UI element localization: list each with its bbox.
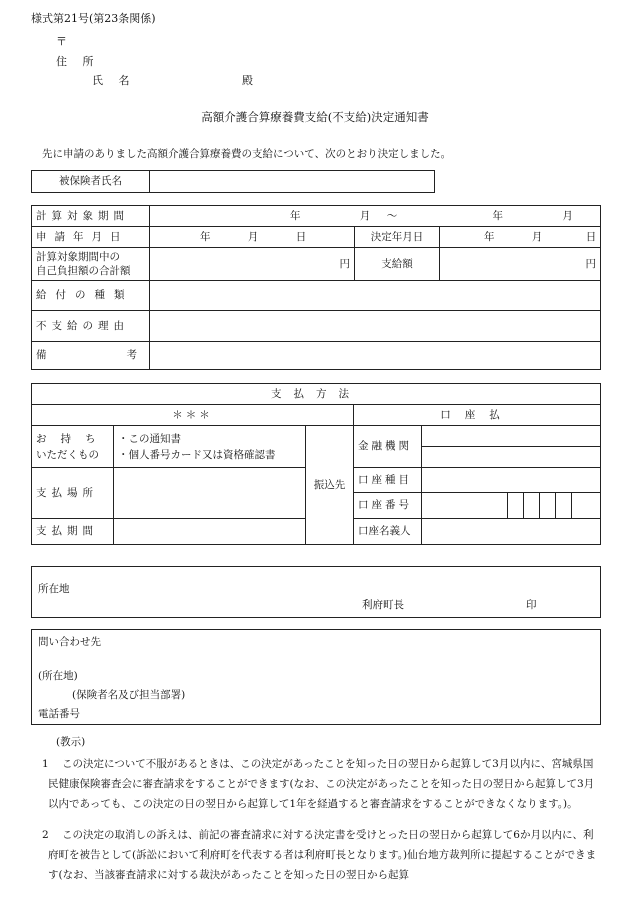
bank-label: 金融機関 [358, 440, 412, 453]
account-type-label-cell [354, 468, 422, 493]
account-number-label-cell [354, 493, 422, 519]
contact-department: (保険者名及び担当部署) [72, 689, 186, 701]
period-label: 計算対象期間 [36, 209, 129, 222]
nonpayment-reason-value [150, 311, 601, 342]
note-text-1: この決定について不服があるときは、この決定があったことを知った日の翌日から起算して3月以内に、宮城県国民健康保険審査会に審査請求をすることができます(なお、この決定があったことを知った日の翌日から起算して3月以内であっても、この決定の日の翌日から起算して1年を経過すると審査請求をすることができなくなります。)。 [48, 758, 595, 810]
copay-label [32, 248, 150, 281]
bring-item: ・個人番号カード又は資格確認書 [118, 448, 276, 461]
bring-label-line1: お持ち [36, 432, 110, 445]
dec-day: 日 [585, 230, 597, 243]
dec-year: 年 [484, 230, 495, 243]
contact-title: 問い合わせ先 [38, 636, 101, 648]
issuer-location-label: 所在地 [38, 583, 70, 595]
place-label-cell [32, 468, 114, 519]
bring-item: ・この通知書 [118, 432, 181, 445]
remarks-label-cell [32, 342, 217, 370]
benefit-type-label: 給付の種類 [36, 289, 134, 302]
payment-title [32, 384, 601, 405]
application-date-value [150, 227, 355, 248]
benefit-type-label-cell [32, 281, 150, 311]
bring-label-line2: いただくもの [36, 448, 99, 461]
bring-items [114, 426, 306, 468]
decision-date-value [440, 227, 601, 248]
form-number: 様式第21号(第23条関係) [31, 12, 156, 25]
payment-table [31, 383, 601, 545]
app-month: 月 [247, 230, 259, 243]
application-date-label: 申請年月日 [36, 230, 129, 243]
place-value [114, 468, 306, 519]
insured-table [31, 170, 435, 193]
benefit-type-value [150, 281, 601, 311]
application-date-label-cell [32, 227, 150, 248]
right-header [354, 405, 601, 426]
period-year-1: 年 [290, 209, 301, 222]
bank-value-2 [422, 447, 601, 468]
account-number-box [422, 493, 508, 519]
transfer-label: 振込先 [306, 426, 354, 545]
left-header-text: ＊＊＊ [172, 408, 213, 421]
bank-label-cell [354, 426, 422, 468]
account-holder-label: 口座名義人 [354, 519, 422, 545]
account-number-box [556, 493, 572, 519]
contact-phone: 電話番号 [38, 708, 80, 720]
notes-title: (教示) [56, 736, 86, 748]
period-month-1: 月 [359, 209, 371, 222]
bank-value-1 [422, 426, 601, 447]
address-label: 住 所 [56, 55, 100, 68]
honorific: 殿 [242, 74, 253, 87]
account-number-box [524, 493, 540, 519]
mayor-title: 利府町長 [362, 599, 404, 611]
period-tilde: 〜 [386, 209, 398, 222]
remarks-label: 備考 [36, 349, 217, 362]
copay-label-line2: 自己負担額の合計額 [36, 265, 131, 277]
name-label: 氏 名 [92, 74, 136, 87]
note-text-2: この決定の取消しの訴えは、前記の審査請求に対する決定書を受けとった日の翌日から起算して6か月以内に、利府町を被告として(訴訟において利府町を代表する者は利府町長となります。)仙台地方裁判所に提起することができます(なお、当該審査請求に対する裁決があったことを知った日の翌日から起算 [48, 829, 597, 881]
remarks-value [150, 342, 601, 370]
place-label: 支払場所 [36, 486, 98, 499]
nonpayment-reason-label-cell [32, 311, 150, 342]
contact-location: (所在地) [38, 670, 78, 682]
period-value [150, 206, 601, 227]
period-label-cell [32, 519, 114, 545]
insured-label: 被保険者氏名 [32, 171, 150, 193]
seal-mark: 印 [526, 599, 537, 611]
nonpayment-reason-label: 不支給の理由 [36, 319, 129, 332]
account-number-box [508, 493, 524, 519]
contact-box [31, 629, 601, 725]
dec-month: 月 [531, 230, 543, 243]
issuer-box [31, 566, 601, 618]
payment-period-label: 支払期間 [36, 525, 98, 538]
decision-date-label: 決定年月日 [355, 227, 440, 248]
copay-label-line1: 計算対象期間中の [36, 251, 120, 263]
intro-text: 先に申請のありました高額介護合算療養費の支給について、次のとおり決定しました。 [42, 148, 452, 160]
right-header-text: 口座払 [440, 408, 514, 421]
account-number-box [540, 493, 556, 519]
payment-amount-label: 支給額 [355, 248, 440, 281]
account-holder-value [422, 519, 601, 545]
period-month-2: 月 [562, 209, 573, 222]
account-type-value [422, 468, 601, 493]
bring-label [32, 426, 114, 468]
period-label-cell [32, 206, 150, 227]
document-title: 高額介護合算療養費支給(不支給)決定通知書 [201, 110, 429, 124]
payment-amount-value [440, 248, 601, 281]
app-day: 日 [295, 230, 307, 243]
account-type-label: 口座種目 [358, 473, 412, 486]
postal-mark: 〒 [56, 35, 67, 48]
copay-value [150, 248, 355, 281]
period-year-2: 年 [492, 209, 504, 222]
copay-yen: 円 [339, 257, 350, 270]
note-number-2: 2 [42, 829, 49, 841]
account-number-label: 口座番号 [358, 499, 412, 512]
details-table [31, 205, 601, 370]
note-number-1: 1 [42, 758, 49, 770]
payment-period-value [114, 519, 306, 545]
left-header [32, 405, 354, 426]
payment-title-text: 支払方法 [271, 387, 361, 400]
payment-yen: 円 [585, 257, 596, 270]
app-year: 年 [200, 230, 211, 243]
account-number-box [572, 493, 601, 519]
insured-value [150, 171, 435, 193]
